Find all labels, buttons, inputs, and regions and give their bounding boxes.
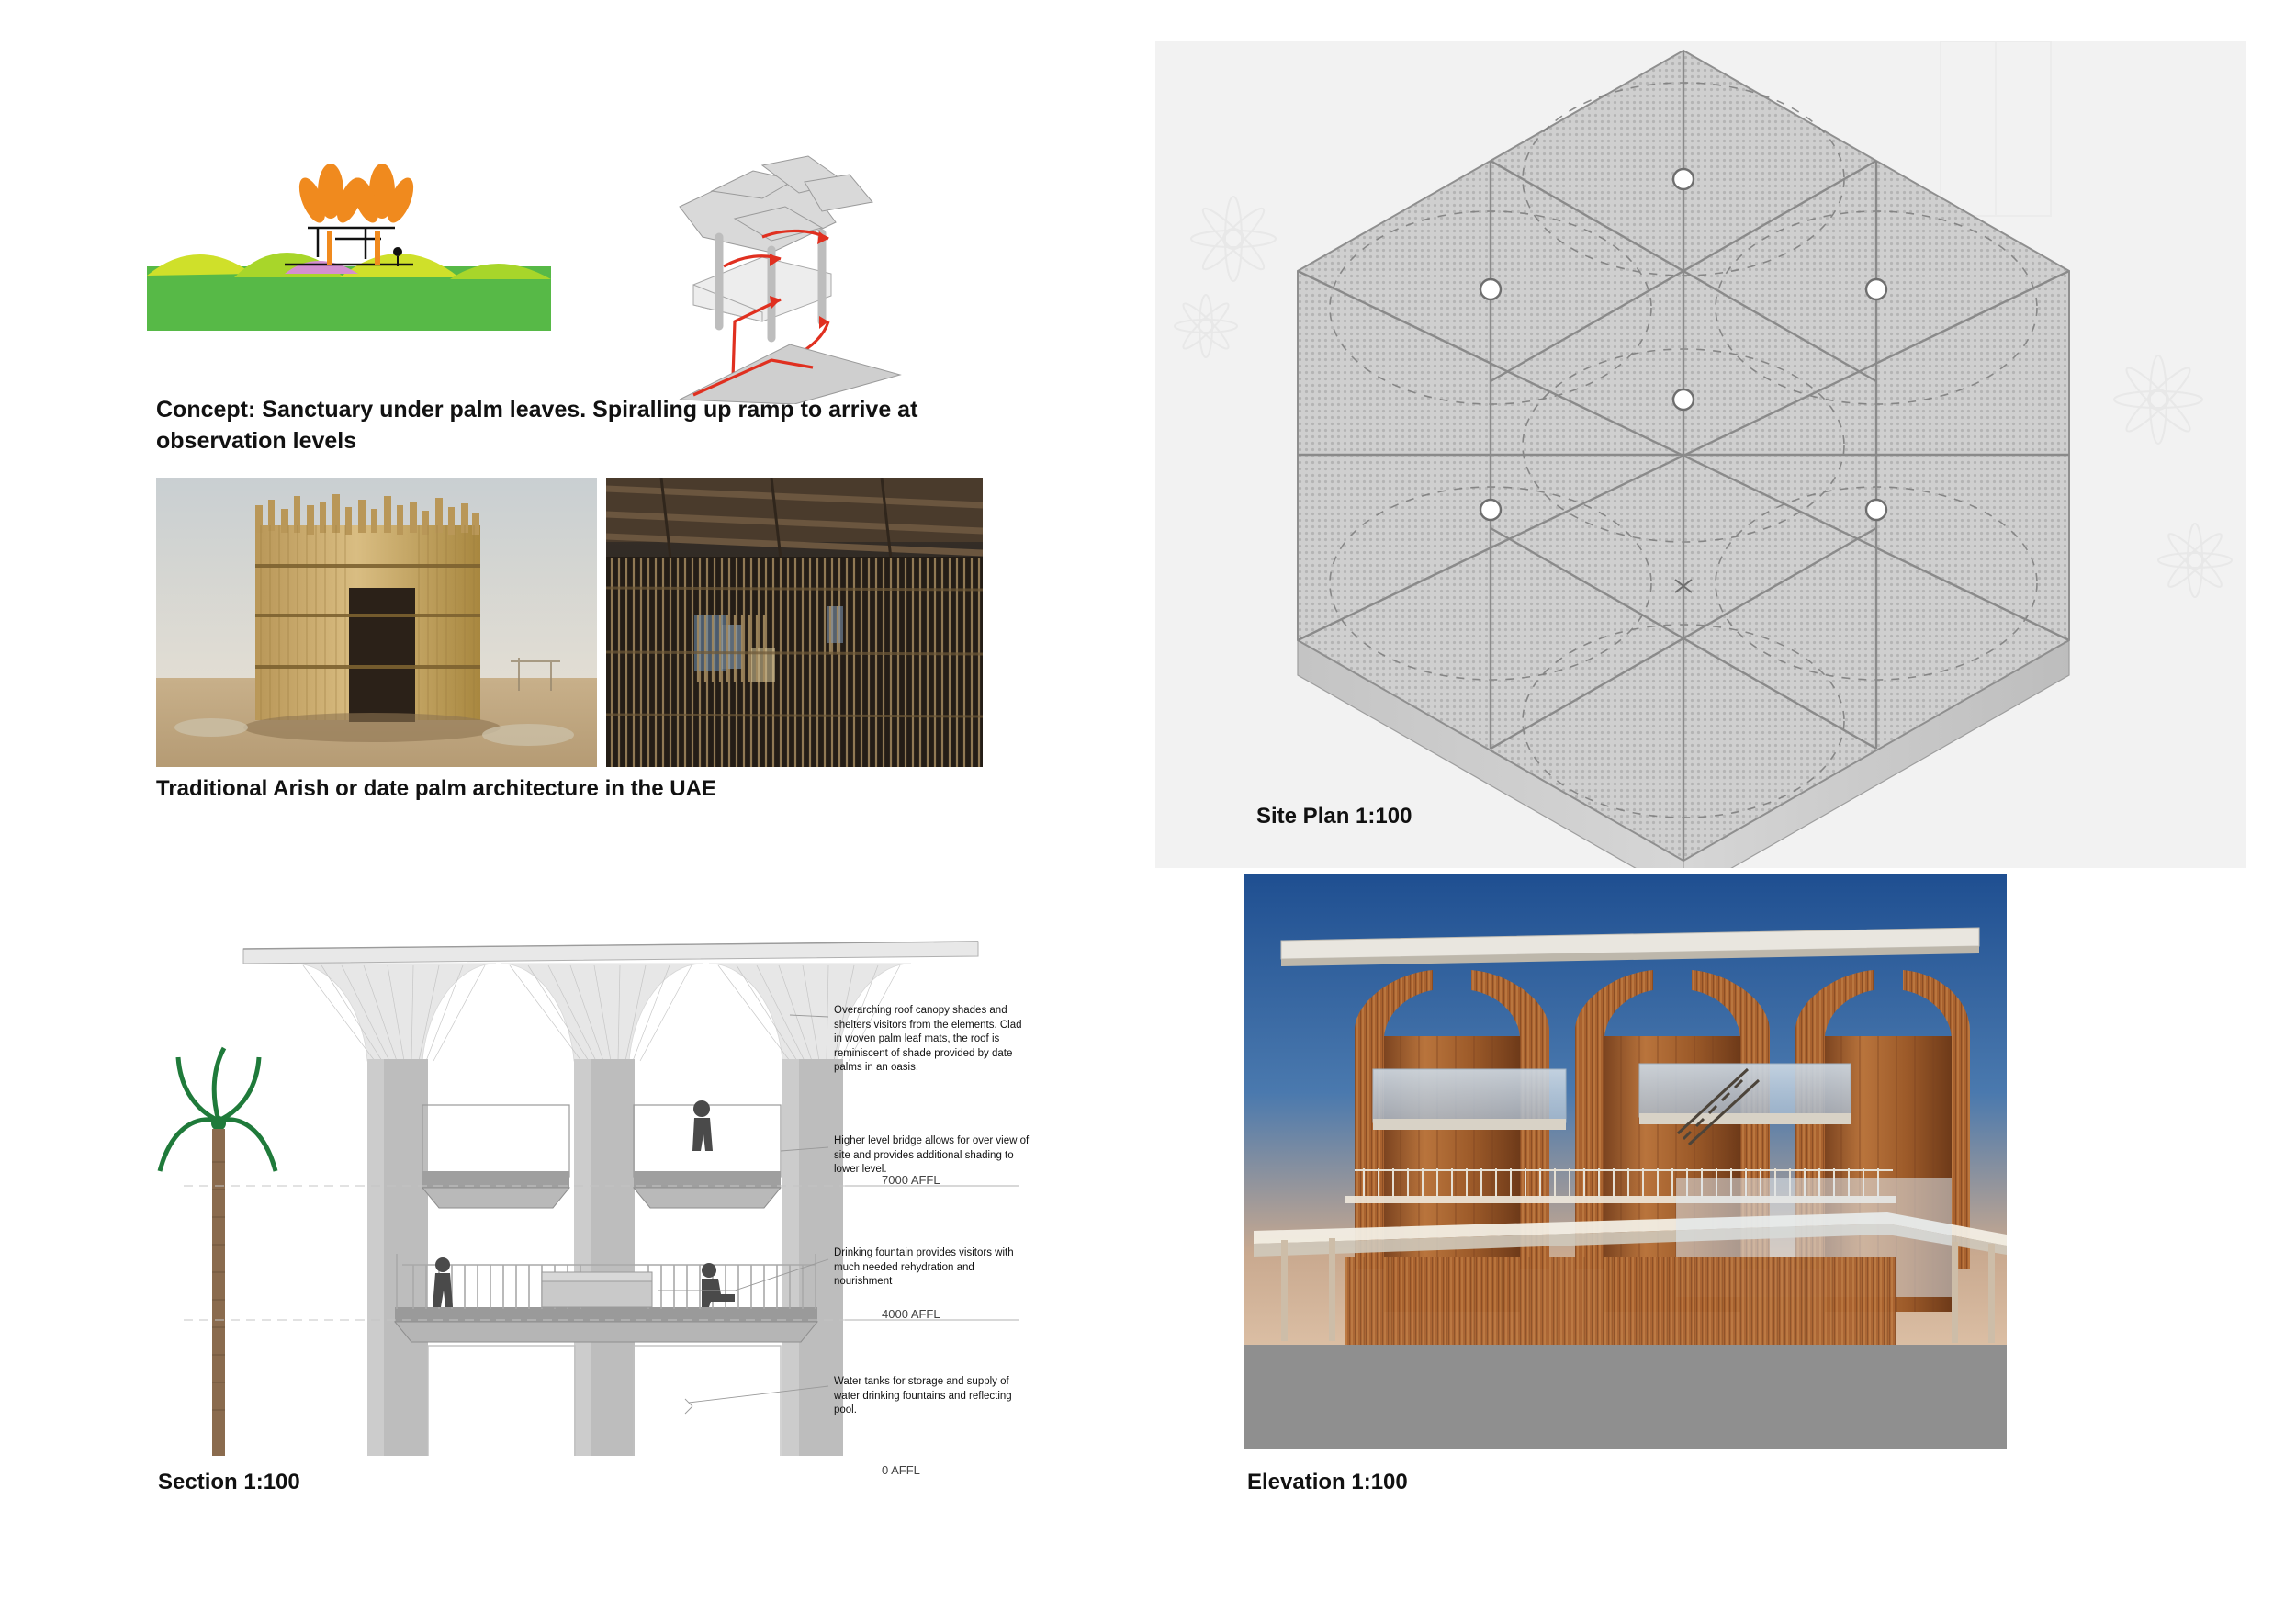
reference-photos <box>156 478 983 767</box>
site-plan-caption: Site Plan 1:100 <box>1256 804 1412 829</box>
section-annotation-3: Water tanks for storage and supply of water drinking fountains and reflecting pool. <box>834 1376 1012 1416</box>
photo-woven-palm-mats <box>606 478 983 767</box>
concept-caption: Concept: Sanctuary under palm leaves. Spiralling up ramp to arrive at observation levels <box>156 397 918 454</box>
level-label-7000: 7000 AFFL <box>882 1173 940 1187</box>
elevation-caption: Elevation 1:100 <box>1247 1470 1408 1494</box>
axonometric-circulation-diagram <box>625 138 955 404</box>
section-annotation-1: Higher level bridge allows for over view of site and provides additional shading to lower level. <box>834 1135 1030 1176</box>
section-drawing-panel <box>147 905 1084 1477</box>
site-plan-panel <box>1155 41 2246 868</box>
concept-diagrams <box>147 138 955 404</box>
section-caption: Section 1:100 <box>158 1470 300 1494</box>
level-label-4000: 4000 AFFL <box>882 1307 940 1321</box>
elevation-render-panel <box>1244 874 2007 1449</box>
oasis-landscape-diagram <box>147 156 551 331</box>
photo-caption: Traditional Arish or date palm architecture in the UAE <box>156 776 716 801</box>
section-annotation-2: Drinking fountain provides visitors with much needed rehydration and nourishment <box>834 1247 1014 1288</box>
photo-arish-hut <box>156 478 597 767</box>
section-annotation-0: Overarching roof canopy shades and shelters visitors from the elements. Clad in woven palm leaf mats, the roof is reminiscent of shade provided by date palms in an oasis. <box>834 1005 1022 1074</box>
level-label-0: 0 AFFL <box>882 1463 920 1477</box>
